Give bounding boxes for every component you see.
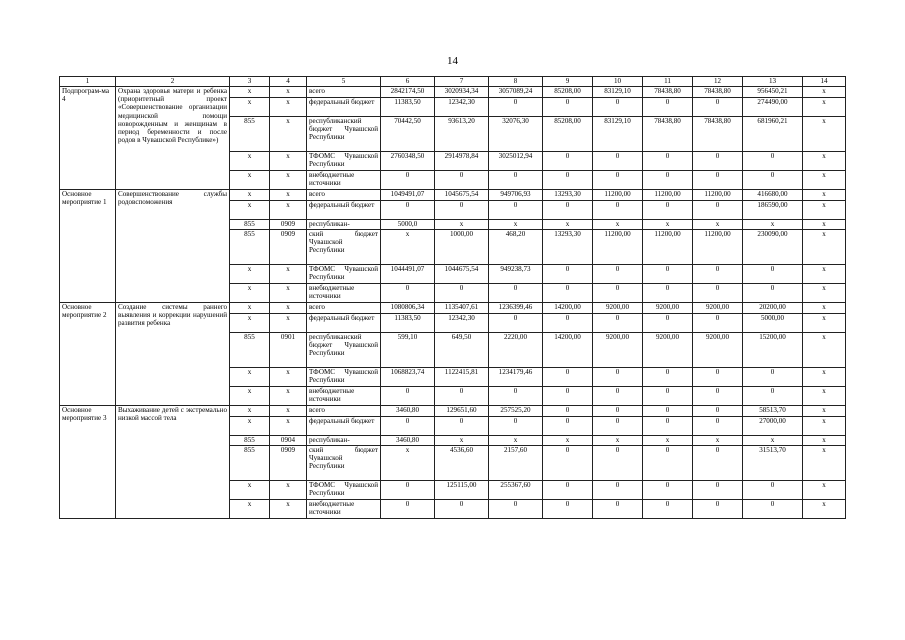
amount-cell: 0 [489,314,543,333]
amount-cell: x [803,368,846,387]
column-number-row [60,77,846,87]
section-code-cell: x [270,303,307,314]
amount-cell: 0 [381,481,435,500]
grbs-code-cell: x [230,98,270,117]
amount-cell: 11200,00 [593,230,643,265]
amount-cell: 0 [693,201,743,220]
amount-cell: 2914978,84 [435,152,489,171]
amount-cell: 1234179,46 [489,368,543,387]
amount-cell: 11200,00 [643,230,693,265]
section-code-cell: x [270,265,307,284]
program-code-cell: Основное мероприятие 1 [60,190,116,303]
amount-cell: 11383,50 [381,98,435,117]
amount-cell: 78438,80 [693,117,743,152]
funding-source-cell: республиканский бюджет Чувашской Республики [307,117,381,152]
grbs-code-cell: x [230,284,270,303]
amount-cell: 0 [743,171,803,190]
amount-cell: 5000,0 [381,220,435,230]
grbs-code-cell: x [230,265,270,284]
amount-cell: x [381,446,435,481]
amount-cell: 14200,00 [543,333,593,368]
amount-cell: 85208,00 [543,87,593,98]
amount-cell: 0 [435,500,489,519]
amount-cell: 9200,00 [693,333,743,368]
grbs-code-cell: x [230,417,270,436]
amount-cell: x [593,436,643,446]
program-name-cell: Выхаживание детей с экстремально низкой массой тела [116,406,230,519]
amount-cell: x [803,481,846,500]
amount-cell: 9200,00 [593,303,643,314]
amount-cell: x [803,406,846,417]
amount-cell: 12342,30 [435,98,489,117]
amount-cell: 78438,80 [643,87,693,98]
program-name-cell: Совершенствование службы родовспоможения [116,190,230,303]
column-header: 1 [60,77,116,87]
amount-cell: 11200,00 [643,190,693,201]
section-code-cell: 0909 [270,220,307,230]
amount-cell: 0 [643,265,693,284]
amount-cell: 12342,30 [435,314,489,333]
amount-cell: 0 [593,284,643,303]
amount-cell: 0 [743,284,803,303]
amount-cell: 1049491,07 [381,190,435,201]
amount-cell: 0 [743,368,803,387]
amount-cell: 0 [543,481,593,500]
amount-cell: 0 [693,171,743,190]
amount-cell: x [435,436,489,446]
column-header: 11 [643,77,693,87]
amount-cell: 0 [593,314,643,333]
amount-cell: x [743,220,803,230]
funding-source-cell: внебюджетные источники [307,500,381,519]
amount-cell: 0 [435,171,489,190]
section-code-cell: 0909 [270,230,307,265]
amount-cell: 0 [593,417,643,436]
amount-cell: 27000,00 [743,417,803,436]
amount-cell: 0 [593,500,643,519]
amount-cell: 4536,60 [435,446,489,481]
amount-cell: 58513,70 [743,406,803,417]
amount-cell: 9200,00 [643,333,693,368]
funding-source-cell: республиканский бюджет Чувашской Республики [307,333,381,368]
amount-cell: 70442,50 [381,117,435,152]
section-code-cell: 0909 [270,446,307,481]
funding-source-cell: ский бюджет Чувашской Республики [307,446,381,481]
amount-cell: 0 [643,314,693,333]
amount-cell: 0 [593,171,643,190]
section-code-cell: x [270,201,307,220]
amount-cell: 3057089,24 [489,87,543,98]
amount-cell: x [693,220,743,230]
section-code-cell: x [270,152,307,171]
amount-cell: 3460,80 [381,436,435,446]
amount-cell: 0 [743,500,803,519]
amount-cell: 0 [543,98,593,117]
section-code-cell: x [270,87,307,98]
amount-cell: 0 [743,387,803,406]
program-code-cell: Основное мероприятие 2 [60,303,116,406]
grbs-code-cell: x [230,500,270,519]
amount-cell: 83129,10 [593,87,643,98]
amount-cell: 11200,00 [593,190,643,201]
amount-cell: 1080806,34 [381,303,435,314]
amount-cell: 0 [543,152,593,171]
amount-cell: 0 [693,152,743,171]
amount-cell: 0 [593,481,643,500]
amount-cell: 274490,00 [743,98,803,117]
amount-cell: x [803,436,846,446]
amount-cell: 0 [693,98,743,117]
amount-cell: 14200,00 [543,303,593,314]
amount-cell: 0 [543,314,593,333]
funding-source-cell: внебюджетные источники [307,171,381,190]
funding-source-cell: ТФОМС Чувашской Республики [307,152,381,171]
amount-cell: 416680,00 [743,190,803,201]
funding-source-cell: всего [307,406,381,417]
amount-cell: 0 [489,171,543,190]
amount-cell: 0 [643,481,693,500]
amount-cell: x [803,265,846,284]
funding-source-cell: внебюджетные источники [307,387,381,406]
amount-cell: 0 [693,500,743,519]
amount-cell: x [803,230,846,265]
amount-cell: 0 [643,201,693,220]
amount-cell: 85208,00 [543,117,593,152]
table-row [60,87,846,98]
amount-cell: x [803,201,846,220]
amount-cell: 0 [643,171,693,190]
grbs-code-cell: x [230,303,270,314]
amount-cell: 2157,60 [489,446,543,481]
amount-cell: 83129,10 [593,117,643,152]
section-code-cell: x [270,481,307,500]
amount-cell: 0 [381,284,435,303]
amount-cell: x [543,436,593,446]
grbs-code-cell: x [230,152,270,171]
amount-cell: 0 [743,265,803,284]
amount-cell: 2842174,50 [381,87,435,98]
column-header: 14 [803,77,846,87]
amount-cell: 0 [643,284,693,303]
funding-source-cell: федеральный бюджет [307,417,381,436]
amount-cell: 0 [593,368,643,387]
amount-cell: 0 [435,201,489,220]
amount-cell: 949238,73 [489,265,543,284]
amount-cell: x [743,436,803,446]
amount-cell: x [435,220,489,230]
section-code-cell: x [270,417,307,436]
grbs-code-cell: 855 [230,333,270,368]
amount-cell: x [803,387,846,406]
amount-cell: 3460,80 [381,406,435,417]
amount-cell: 11200,00 [693,190,743,201]
table-row [60,190,846,201]
amount-cell: x [803,333,846,368]
grbs-code-cell: 855 [230,220,270,230]
grbs-code-cell: x [230,87,270,98]
funding-source-cell: республикан- [307,436,381,446]
grbs-code-cell: 855 [230,446,270,481]
amount-cell: 3025012,94 [489,152,543,171]
amount-cell: 2220,00 [489,333,543,368]
amount-cell: 9200,00 [643,303,693,314]
page-number: 14 [447,55,458,67]
amount-cell: 0 [435,284,489,303]
amount-cell: 11383,50 [381,314,435,333]
column-header: 5 [307,77,381,87]
amount-cell: 0 [743,481,803,500]
amount-cell: 649,50 [435,333,489,368]
amount-cell: x [643,436,693,446]
amount-cell: 0 [543,265,593,284]
amount-cell: 13293,30 [543,190,593,201]
funding-source-cell: республикан- [307,220,381,230]
amount-cell: 0 [693,284,743,303]
funding-source-cell: федеральный бюджет [307,98,381,117]
amount-cell: x [543,220,593,230]
amount-cell: x [693,436,743,446]
amount-cell: 20200,00 [743,303,803,314]
amount-cell: 0 [643,368,693,387]
section-code-cell: x [270,314,307,333]
amount-cell: 0 [693,368,743,387]
amount-cell: 0 [693,406,743,417]
amount-cell: 0 [643,387,693,406]
amount-cell: 13293,30 [543,230,593,265]
funding-source-cell: всего [307,303,381,314]
funding-source-cell: ский бюджет Чувашской Республики [307,230,381,265]
amount-cell: 1135407,61 [435,303,489,314]
amount-cell: 257525,20 [489,406,543,417]
amount-cell: 0 [489,387,543,406]
program-name-cell: Создание системы раннего выявления и коррекции нарушений развития ребенка [116,303,230,406]
amount-cell: 0 [643,98,693,117]
amount-cell: 78438,80 [693,87,743,98]
amount-cell: x [803,87,846,98]
amount-cell: 1122415,81 [435,368,489,387]
amount-cell: 0 [543,387,593,406]
column-header: 4 [270,77,307,87]
amount-cell: x [489,220,543,230]
funding-source-cell: ТФОМС Чувашской Республики [307,368,381,387]
amount-cell: 0 [693,387,743,406]
grbs-code-cell: x [230,481,270,500]
grbs-code-cell: x [230,406,270,417]
amount-cell: 0 [489,284,543,303]
budget-table [59,76,846,519]
grbs-code-cell: x [230,190,270,201]
column-header: 6 [381,77,435,87]
funding-source-cell: внебюджетные источники [307,284,381,303]
amount-cell: 230090,00 [743,230,803,265]
amount-cell: 949706,93 [489,190,543,201]
amount-cell: 93613,20 [435,117,489,152]
column-header: 10 [593,77,643,87]
column-header: 12 [693,77,743,87]
amount-cell: 9200,00 [593,333,643,368]
amount-cell: 0 [593,152,643,171]
amount-cell: 1236399,46 [489,303,543,314]
grbs-code-cell: 855 [230,230,270,265]
amount-cell: 11200,00 [693,230,743,265]
amount-cell: x [803,98,846,117]
amount-cell: 125115,00 [435,481,489,500]
amount-cell: 0 [381,387,435,406]
amount-cell: 0 [693,481,743,500]
amount-cell: 0 [381,171,435,190]
program-code-cell: Основное мероприятие 3 [60,406,116,519]
section-code-cell: x [270,284,307,303]
amount-cell: 0 [543,201,593,220]
funding-source-cell: всего [307,87,381,98]
amount-cell: 599,10 [381,333,435,368]
amount-cell: 2760348,50 [381,152,435,171]
table-row [60,303,846,314]
amount-cell: 0 [543,284,593,303]
column-header: 9 [543,77,593,87]
section-code-cell: x [270,406,307,417]
column-header: 8 [489,77,543,87]
amount-cell: 0 [643,152,693,171]
table-row [60,406,846,417]
section-code-cell: x [270,387,307,406]
section-code-cell: x [270,500,307,519]
amount-cell: 0 [543,446,593,481]
funding-source-cell: федеральный бюджет [307,201,381,220]
amount-cell: 0 [489,201,543,220]
amount-cell: 0 [543,368,593,387]
grbs-code-cell: x [230,368,270,387]
amount-cell: x [643,220,693,230]
amount-cell: x [803,171,846,190]
amount-cell: x [803,303,846,314]
amount-cell: x [593,220,643,230]
amount-cell: 0 [593,98,643,117]
section-code-cell: x [270,368,307,387]
funding-source-cell: федеральный бюджет [307,314,381,333]
column-header: 3 [230,77,270,87]
amount-cell: 0 [693,314,743,333]
section-code-cell: x [270,98,307,117]
column-header: 7 [435,77,489,87]
section-code-cell: x [270,171,307,190]
amount-cell: 0 [693,417,743,436]
amount-cell: 0 [693,446,743,481]
amount-cell: 1045675,54 [435,190,489,201]
amount-cell: 0 [381,201,435,220]
amount-cell: 1000,00 [435,230,489,265]
amount-cell: 186590,00 [743,201,803,220]
section-code-cell: 0904 [270,436,307,446]
amount-cell: x [803,220,846,230]
grbs-code-cell: 855 [230,117,270,152]
amount-cell: 0 [381,500,435,519]
amount-cell: 5000,00 [743,314,803,333]
amount-cell: x [489,436,543,446]
column-header: 2 [116,77,230,87]
section-code-cell: x [270,117,307,152]
amount-cell: 0 [543,171,593,190]
amount-cell: 0 [643,446,693,481]
grbs-code-cell: x [230,171,270,190]
column-header: 13 [743,77,803,87]
amount-cell: 956450,21 [743,87,803,98]
amount-cell: 9200,00 [693,303,743,314]
amount-cell: 0 [643,417,693,436]
program-code-cell: Подпрограм-ма 4 [60,87,116,190]
amount-cell: x [803,190,846,201]
section-code-cell: x [270,190,307,201]
amount-cell: 0 [743,152,803,171]
amount-cell: 3020934,34 [435,87,489,98]
grbs-code-cell: x [230,201,270,220]
section-code-cell: 0901 [270,333,307,368]
grbs-code-cell: x [230,387,270,406]
amount-cell: 0 [435,417,489,436]
amount-cell: x [803,314,846,333]
amount-cell: 0 [593,201,643,220]
amount-cell: 0 [543,500,593,519]
amount-cell: x [803,446,846,481]
amount-cell: 255367,60 [489,481,543,500]
amount-cell: 0 [435,387,489,406]
grbs-code-cell: 855 [230,436,270,446]
amount-cell: 0 [643,406,693,417]
amount-cell: 0 [593,387,643,406]
funding-source-cell: ТФОМС Чувашской Республики [307,265,381,284]
amount-cell: 129651,60 [435,406,489,417]
amount-cell: 1044675,54 [435,265,489,284]
amount-cell: x [803,284,846,303]
amount-cell: 681960,21 [743,117,803,152]
amount-cell: 0 [489,417,543,436]
amount-cell: x [803,117,846,152]
amount-cell: 78438,80 [643,117,693,152]
amount-cell: 468,20 [489,230,543,265]
amount-cell: 0 [693,265,743,284]
amount-cell: x [803,417,846,436]
amount-cell: 0 [643,500,693,519]
amount-cell: 0 [593,265,643,284]
grbs-code-cell: x [230,314,270,333]
amount-cell: x [803,152,846,171]
amount-cell: 0 [489,500,543,519]
amount-cell: x [381,230,435,265]
amount-cell: 0 [593,446,643,481]
amount-cell: 32076,30 [489,117,543,152]
amount-cell: 0 [489,98,543,117]
amount-cell: 1044491,07 [381,265,435,284]
amount-cell: 0 [543,406,593,417]
amount-cell: 15200,00 [743,333,803,368]
funding-source-cell: ТФОМС Чувашской Республики [307,481,381,500]
amount-cell: 0 [381,417,435,436]
program-name-cell: Охрана здоровья матери и ребенка (приоритетный проект «Совершенствование организации медицинской помощи новорожденным и женщинам в период беременности и после родов в Чувашской Республике») [116,87,230,190]
amount-cell: 0 [543,417,593,436]
amount-cell: 31513,70 [743,446,803,481]
amount-cell: x [803,500,846,519]
funding-source-cell: всего [307,190,381,201]
amount-cell: 1068823,74 [381,368,435,387]
amount-cell: 0 [593,406,643,417]
